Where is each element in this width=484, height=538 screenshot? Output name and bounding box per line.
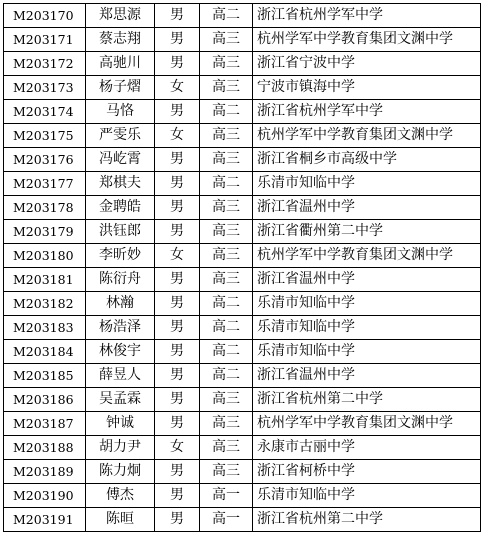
student-name-cell: 李昕妙: [86, 244, 155, 268]
table-row: [4, 52, 481, 76]
table-row: [4, 4, 481, 28]
student-name-cell: 薛昱人: [86, 364, 155, 388]
gender-cell: 男: [155, 100, 200, 124]
gender-cell: 男: [155, 292, 200, 316]
student-name-cell: 杨子熠: [86, 76, 155, 100]
gender-cell: 男: [155, 148, 200, 172]
student-name-cell: 林俊宇: [86, 340, 155, 364]
gender-cell: 男: [155, 412, 200, 436]
gender-cell: 男: [155, 4, 200, 28]
grade-cell: 高三: [200, 220, 253, 244]
school-cell: 浙江省桐乡市高级中学: [253, 148, 481, 172]
student-id-cell: M203177: [4, 172, 86, 196]
gender-cell: 男: [155, 364, 200, 388]
student-id-cell: M203176: [4, 148, 86, 172]
student-id-cell: M203182: [4, 292, 86, 316]
table-row: [4, 172, 481, 196]
gender-cell: 男: [155, 484, 200, 508]
gender-cell: 男: [155, 508, 200, 532]
grade-cell: 高三: [200, 148, 253, 172]
student-name-cell: 杨浩泽: [86, 316, 155, 340]
school-cell: 浙江省温州中学: [253, 268, 481, 292]
student-name-cell: 胡力尹: [86, 436, 155, 460]
grade-cell: 高三: [200, 76, 253, 100]
student-name-cell: 钟诚: [86, 412, 155, 436]
table-row: [4, 484, 481, 508]
grade-cell: 高二: [200, 316, 253, 340]
student-id-cell: M203179: [4, 220, 86, 244]
school-cell: 浙江省衢州第二中学: [253, 220, 481, 244]
table-row: [4, 148, 481, 172]
student-name-cell: 陈衍舟: [86, 268, 155, 292]
school-cell: 浙江省温州中学: [253, 364, 481, 388]
grade-cell: 高三: [200, 28, 253, 52]
table-row: [4, 340, 481, 364]
school-cell: 乐清市知临中学: [253, 172, 481, 196]
school-cell: 杭州学军中学教育集团文渊中学: [253, 244, 481, 268]
grade-cell: 高二: [200, 4, 253, 28]
table-row: [4, 388, 481, 412]
student-id-cell: M203180: [4, 244, 86, 268]
table-row: [4, 460, 481, 484]
student-name-cell: 冯屹霄: [86, 148, 155, 172]
student-name-cell: 郑思源: [86, 4, 155, 28]
student-id-cell: M203174: [4, 100, 86, 124]
student-name-cell: 陈晅: [86, 508, 155, 532]
grade-cell: 高二: [200, 292, 253, 316]
table-row: [4, 508, 481, 532]
gender-cell: 女: [155, 124, 200, 148]
student-id-cell: M203185: [4, 364, 86, 388]
grade-cell: 高二: [200, 364, 253, 388]
grade-cell: 高三: [200, 196, 253, 220]
gender-cell: 男: [155, 220, 200, 244]
grade-cell: 高三: [200, 268, 253, 292]
school-cell: 杭州学军中学教育集团文渊中学: [253, 412, 481, 436]
table-row: [4, 268, 481, 292]
table-row: [4, 28, 481, 52]
grade-cell: 高三: [200, 412, 253, 436]
grade-cell: 高一: [200, 484, 253, 508]
student-id-cell: M203189: [4, 460, 86, 484]
school-cell: 乐清市知临中学: [253, 484, 481, 508]
gender-cell: 男: [155, 340, 200, 364]
student-name-cell: 高驰川: [86, 52, 155, 76]
table-row: [4, 244, 481, 268]
school-cell: 杭州学军中学教育集团文渊中学: [253, 124, 481, 148]
student-id-cell: M203181: [4, 268, 86, 292]
student-id-cell: M203171: [4, 28, 86, 52]
grade-cell: 高三: [200, 460, 253, 484]
grade-cell: 高三: [200, 388, 253, 412]
table-row: [4, 292, 481, 316]
student-id-cell: M203191: [4, 508, 86, 532]
school-cell: 浙江省温州中学: [253, 196, 481, 220]
gender-cell: 男: [155, 316, 200, 340]
student-name-cell: 严雯乐: [86, 124, 155, 148]
student-table-body: [4, 4, 481, 532]
student-name-cell: 郑棋夫: [86, 172, 155, 196]
gender-cell: 男: [155, 268, 200, 292]
school-cell: 乐清市知临中学: [253, 292, 481, 316]
student-table: [3, 3, 481, 532]
student-name-cell: 傅杰: [86, 484, 155, 508]
school-cell: 浙江省杭州学军中学: [253, 100, 481, 124]
grade-cell: 高二: [200, 100, 253, 124]
student-id-cell: M203187: [4, 412, 86, 436]
table-row: [4, 436, 481, 460]
grade-cell: 高三: [200, 52, 253, 76]
student-name-cell: 蔡志翔: [86, 28, 155, 52]
table-row: [4, 364, 481, 388]
table-row: [4, 100, 481, 124]
student-name-cell: 洪钰郎: [86, 220, 155, 244]
table-row: [4, 76, 481, 100]
grade-cell: 高三: [200, 124, 253, 148]
school-cell: 浙江省柯桥中学: [253, 460, 481, 484]
student-id-cell: M203175: [4, 124, 86, 148]
school-cell: 浙江省杭州学军中学: [253, 4, 481, 28]
school-cell: 宁波市镇海中学: [253, 76, 481, 100]
student-id-cell: M203183: [4, 316, 86, 340]
student-name-cell: 金聘皓: [86, 196, 155, 220]
school-cell: 乐清市知临中学: [253, 340, 481, 364]
student-name-cell: 吴孟霖: [86, 388, 155, 412]
table-row: [4, 316, 481, 340]
student-id-cell: M203186: [4, 388, 86, 412]
gender-cell: 女: [155, 244, 200, 268]
student-id-cell: M203173: [4, 76, 86, 100]
gender-cell: 男: [155, 28, 200, 52]
student-name-cell: 马恪: [86, 100, 155, 124]
grade-cell: 高三: [200, 436, 253, 460]
table-row: [4, 220, 481, 244]
student-id-cell: M203170: [4, 4, 86, 28]
gender-cell: 男: [155, 172, 200, 196]
grade-cell: 高一: [200, 508, 253, 532]
student-id-cell: M203178: [4, 196, 86, 220]
school-cell: 杭州学军中学教育集团文渊中学: [253, 28, 481, 52]
gender-cell: 男: [155, 52, 200, 76]
gender-cell: 女: [155, 436, 200, 460]
school-cell: 浙江省宁波中学: [253, 52, 481, 76]
grade-cell: 高三: [200, 244, 253, 268]
student-name-cell: 林瀚: [86, 292, 155, 316]
school-cell: 乐清市知临中学: [253, 316, 481, 340]
gender-cell: 女: [155, 76, 200, 100]
table-row: [4, 196, 481, 220]
gender-cell: 男: [155, 460, 200, 484]
student-id-cell: M203190: [4, 484, 86, 508]
gender-cell: 男: [155, 196, 200, 220]
student-id-cell: M203184: [4, 340, 86, 364]
table-row: [4, 412, 481, 436]
grade-cell: 高二: [200, 172, 253, 196]
student-name-cell: 陈力炯: [86, 460, 155, 484]
table-row: [4, 124, 481, 148]
school-cell: 浙江省杭州第二中学: [253, 508, 481, 532]
school-cell: 浙江省杭州第二中学: [253, 388, 481, 412]
student-id-cell: M203188: [4, 436, 86, 460]
school-cell: 永康市古丽中学: [253, 436, 481, 460]
gender-cell: 男: [155, 388, 200, 412]
grade-cell: 高二: [200, 340, 253, 364]
student-id-cell: M203172: [4, 52, 86, 76]
